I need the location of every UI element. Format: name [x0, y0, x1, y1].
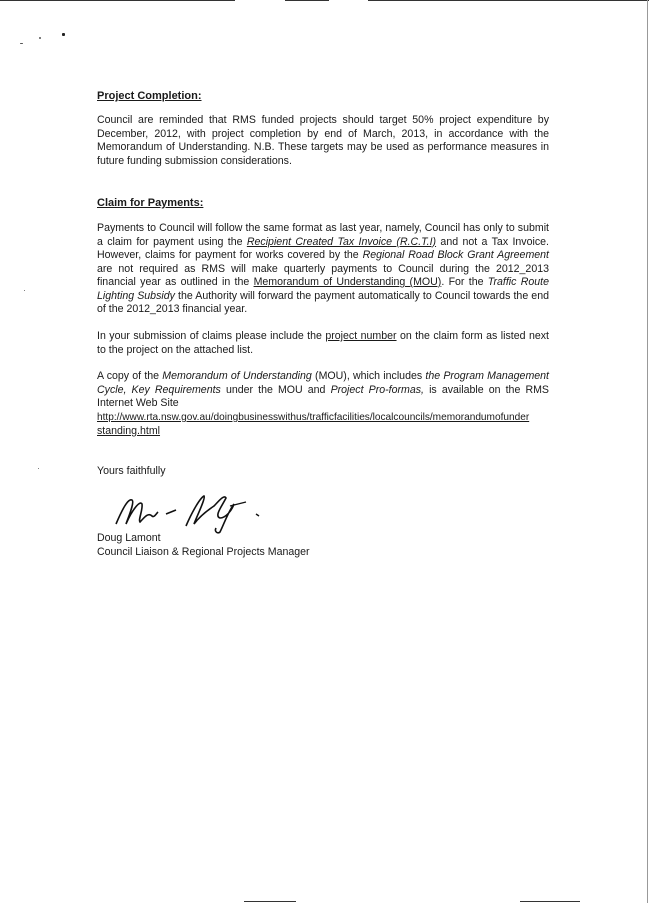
claim-for-payments-heading: Claim for Payments:: [97, 197, 204, 209]
salutation: Yours faithfully: [97, 465, 166, 477]
payments-text: and not a Tax Invoice. However, claims for payment for works covered by the: [97, 235, 549, 261]
rrbg-reference: Regional Road Block Grant Agreement: [362, 249, 549, 261]
signatory-name: Doug Lamont: [97, 532, 161, 544]
mou-text: (MOU), which includes: [311, 370, 426, 382]
claims-text: on the claim form as listed next to the project on the attached list.: [97, 330, 549, 356]
payments-text: Payments to Council will follow the same format as last year, namely, Council has only to submit a claim for payment using the: [97, 222, 549, 248]
trls-reference: Traffic Route Lighting Subsidy: [97, 276, 550, 302]
url-line-2[interactable]: standing.html: [97, 424, 161, 437]
mou-reference: Memorandum of Understanding (MOU): [253, 276, 442, 288]
payments-text: are not required as RMS will make quarterly payments to Council during the 2012_2013 financial year as outlined in the: [97, 262, 549, 288]
url-line-1[interactable]: http://www.rta.nsw.gov.au/doingbusinesswithus/trafficfacilities/localcouncils/memorandumofunder: [97, 412, 530, 423]
project-completion-paragraph: [97, 114, 549, 168]
mou-title: Memorandum of Understanding: [162, 370, 312, 382]
scan-edge-right: [647, 0, 648, 903]
scan-speck: [20, 43, 23, 44]
payments-text: the Authority will forward the payment automatically to Council towards the end of the 2012_2013 financial year.: [97, 289, 549, 315]
scan-edge-top-left: [0, 0, 235, 1]
scan-edge-top-right: [368, 0, 649, 1]
payments-paragraph: [97, 222, 549, 317]
claims-text: In your submission of claims please include the: [97, 330, 326, 342]
mou-text: A copy of the: [97, 370, 163, 382]
rcti-reference: Recipient Created Tax Invoice (R.C.T.I): [246, 235, 437, 248]
scan-edge-bottom: [244, 901, 296, 902]
mou-text: is available on the RMS Internet Web Site: [97, 383, 549, 409]
project-completion-heading: Project Completion:: [97, 90, 202, 102]
payments-text: . For the: [441, 276, 488, 288]
scan-speck: [38, 468, 39, 469]
signatory-title: Council Liaison & Regional Projects Manager: [97, 546, 310, 558]
scan-edge-bottom-right: [520, 901, 580, 902]
project-completion-text: Council are reminded that RMS funded projects should target 50% project expenditure by December, 2012, with project completion by end of March, 2013, in accordance with the Memorandum of Understanding. N.B. These targets may be used as performance measures in future funding submission considerations.: [97, 114, 549, 167]
project-number-paragraph: [97, 330, 549, 357]
handwritten-signature: [110, 488, 270, 536]
mou-availability-paragraph: [97, 370, 549, 411]
rms-mou-url-link[interactable]: [97, 411, 549, 438]
scan-speck: [39, 37, 41, 39]
program-management-cycle: the Program Management Cycle, Key Requirements: [97, 370, 549, 396]
project-number-term: project number: [325, 330, 397, 342]
scan-speck: [24, 290, 25, 291]
project-pro-formas: Project Pro-formas,: [330, 383, 424, 396]
scan-edge-top-mid: [285, 0, 329, 1]
mou-text: under the MOU and: [220, 383, 331, 396]
scan-speck: [62, 33, 65, 36]
